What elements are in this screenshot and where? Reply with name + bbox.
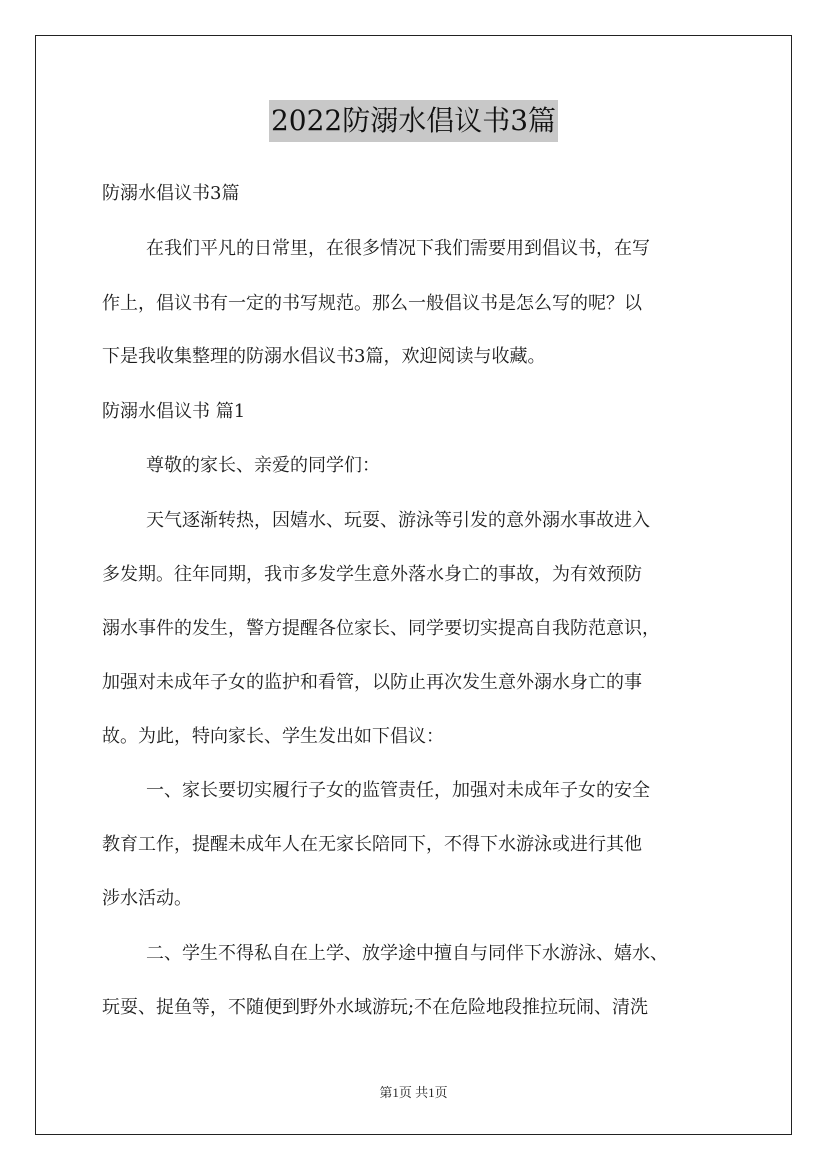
- item2-line-1: 二、学生不得私自在上学、放学途中擅自与同伴下水游泳、嬉水、: [146, 943, 668, 964]
- page-footer: 第1页 共1页: [379, 1085, 448, 1100]
- intro-line-2: 作上，倡议书有一定的书写规范。那么一般倡议书是怎么写的呢？以: [102, 293, 642, 314]
- title-container: [0, 100, 827, 142]
- body-line-3: 溺水事件的发生，警方提醒各位家长、同学要切实提高自我防范意识，: [102, 618, 660, 639]
- item1-line-1: 一、家长要切实履行子女的监管责任，加强对未成年子女的安全: [146, 780, 650, 801]
- body-line-1: 天气逐渐转热，因嬉水、玩耍、游泳等引发的意外溺水事故进入: [146, 510, 650, 531]
- salutation: 尊敬的家长、亲爱的同学们：: [146, 455, 380, 476]
- intro-line-3: 下是我收集整理的防溺水倡议书3篇，欢迎阅读与收藏。: [102, 346, 546, 367]
- body-line-4: 加强对未成年子女的监护和看管，以防止再次发生意外溺水身亡的事: [102, 672, 642, 693]
- item1-line-2: 教育工作，提醒未成年人在无家长陪同下，不得下水游泳或进行其他: [102, 834, 642, 855]
- document-title: 2022防溺水倡议书3篇: [269, 100, 558, 142]
- subtitle: 防溺水倡议书3篇: [102, 183, 240, 204]
- body-line-2: 多发期。往年同期，我市多发学生意外落水身亡的事故，为有效预防: [102, 564, 642, 585]
- item2-line-2: 玩耍、捉鱼等，不随便到野外水域游玩;不在危险地段推拉玩闹、清洗: [102, 997, 649, 1018]
- intro-line-1: 在我们平凡的日常里，在很多情况下我们需要用到倡议书，在写: [146, 238, 650, 259]
- item1-line-3: 涉水活动。: [102, 888, 192, 909]
- section-heading: 防溺水倡议书 篇1: [102, 401, 246, 422]
- body-line-5: 故。为此，特向家长、学生发出如下倡议：: [102, 726, 444, 747]
